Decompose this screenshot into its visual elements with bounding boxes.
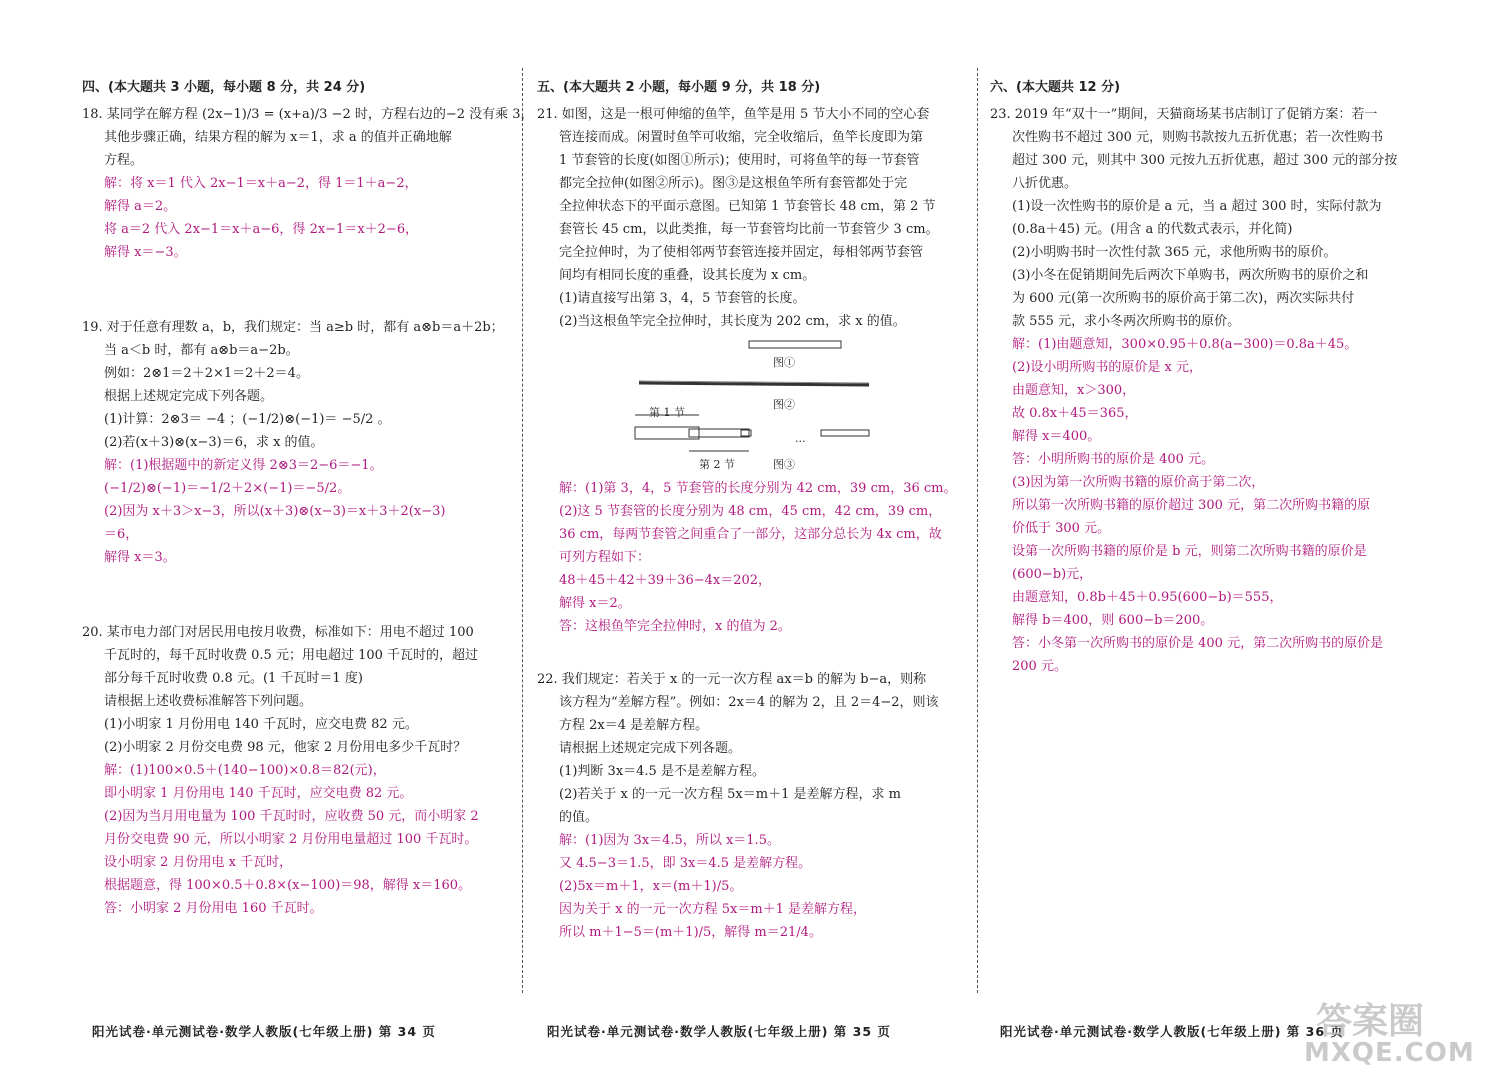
a19-line: (2)因为 x＋3＞x−3，所以(x＋3)⊗(x−3)＝x＋3＋2(x−3) [104, 504, 446, 519]
watermark-text: 答案圈 [1316, 1001, 1425, 1042]
column-divider-left [522, 68, 523, 993]
figure-2-caption: 图② [773, 398, 795, 411]
q22-line: (1)判断 3x＝4.5 是不是差解方程。 [559, 764, 765, 779]
question-23 [990, 103, 1422, 333]
q23-line: (3)小冬在促销期间先后两次下单购书，两次所购书的原价之和 [1012, 268, 1369, 283]
q23-line: 为 600 元(第一次所购书的原价高于第二次)，两次实际共付 [1012, 291, 1355, 306]
figure-3-caption: 图③ [773, 458, 795, 471]
a23-line: 答：小冬第一次所购书的原价是 400 元，第二次所购书的原价是 [1012, 636, 1384, 651]
a23-line: 价低于 300 元。 [1012, 521, 1111, 536]
a19-line: ＝6， [104, 527, 139, 542]
q22-line: 22. 我们规定：若关于 x 的一元一次方程 ax＝b 的解为 b−a，则称 [537, 672, 927, 687]
question-18 [82, 103, 534, 172]
q22-line: 方程 2x＝4 是差解方程。 [559, 718, 709, 733]
q21-line: (1)请直接写出第 3，4，5 节套管的长度。 [559, 291, 806, 306]
tube-1-label: 第 1 节 [649, 406, 685, 419]
a23-line: 解得 x＝400。 [1012, 429, 1101, 444]
fishing-rod-figure [559, 339, 967, 471]
a23-line: 答：小明所购书的原价是 400 元。 [1012, 452, 1215, 467]
q20-line: 20. 某市电力部门对居民用电按月收费，标准如下：用电不超过 100 [82, 625, 474, 640]
tube-2 [689, 429, 749, 437]
a23-line: 故 0.8x＋45＝365， [1012, 406, 1138, 421]
tube-2-label: 第 2 节 [699, 458, 735, 471]
answer-20 [82, 759, 510, 920]
a23-line: 设第一次所购书籍的原价是 b 元，则第二次所购书籍的原价是 [1012, 544, 1367, 559]
a22-line: 因为关于 x 的一元一次方程 5x＝m＋1 是差解方程， [559, 902, 867, 917]
q23-line: (1)设一次性购书的原价是 a 元，当 a 超过 300 时，实际付款为 [1012, 199, 1382, 214]
a21-line: (2)这 5 节套管的长度分别为 48 cm，45 cm，42 cm，39 cm， [559, 504, 942, 519]
a23-line: 解：(1)由题意知，300×0.95＋0.8(a−300)＝0.8a＋45。 [1012, 337, 1358, 352]
q21-line: 间均有相同长度的重叠，设其长度为 x cm。 [559, 268, 816, 283]
a23-line: 解得 b＝400，则 600−b＝200。 [1012, 613, 1214, 628]
q21-line: 1 节套管的长度(如图①所示)；使用时，可将鱼竿的每一节套管 [559, 153, 920, 168]
q19-line: 19. 对于任意有理数 a，b，我们规定：当 a≥b 时，都有 a⊗b＝a＋2b； [82, 320, 504, 335]
a18-line: 解得 a＝2。 [104, 199, 177, 214]
q19-line: 例如：2⊗1＝2＋2×1＝2＋2＝4。 [104, 366, 309, 381]
a22-line: 解：(1)因为 3x＝4.5，所以 x＝1.5。 [559, 833, 780, 848]
rod-collapsed [749, 341, 841, 348]
a20-line: 答：小明家 2 月份用电 160 千瓦时。 [104, 901, 323, 916]
figure-1-caption: 图① [773, 356, 795, 369]
answer-23 [990, 333, 1422, 678]
q18-line: 18. 某同学在解方程 (2x−1)/3 = (x+a)/3 −2 时，方程右边的−2 没有乘 3， [82, 107, 534, 122]
a23-line: 所以第一次所购书籍的原价超过 300 元，第二次所购书籍的原 [1012, 498, 1371, 513]
q18-line: 其他步骤正确，结果方程的解为 x＝1，求 a 的值并正确地解 [104, 130, 452, 145]
q23-line: 超过 300 元，则其中 300 元按九五折优惠，超过 300 元的部分按 [1012, 153, 1398, 168]
a23-line: (2)设小明所购书的原价是 x 元， [1012, 360, 1203, 375]
answer-21 [537, 477, 967, 638]
q23-line: (2)小明购书时一次性付款 365 元，求他所购书的原价。 [1012, 245, 1337, 260]
q23-line: 款 555 元，求小冬两次所购书的原价。 [1012, 314, 1241, 329]
q22-line: 的值。 [559, 810, 599, 825]
q20-line: (1)小明家 1 月份用电 140 千瓦时，应交电费 82 元。 [104, 717, 418, 732]
q20-line: 请根据上述收费标准解答下列问题。 [104, 694, 313, 709]
q19-line: 根据上述规定完成下列各题。 [104, 389, 274, 404]
page-34-column [82, 76, 534, 920]
q21-line: 都完全拉伸(如图②所示)。图③是这根鱼竿所有套管都处于完 [559, 176, 908, 191]
a23-line: 由题意知，x＞300， [1012, 383, 1136, 398]
ellipsis: ... [795, 432, 806, 445]
a23-line: (3)因为第一次所购书籍的原价高于第二次， [1012, 475, 1265, 490]
q20-line: (2)小明家 2 月份交电费 98 元，他家 2 月份用电多少千瓦时？ [104, 740, 467, 755]
question-22 [537, 668, 967, 829]
a20-line: 解：(1)100×0.5＋(140−100)×0.8＝82(元)， [104, 763, 386, 778]
q18-line: 方程。 [104, 153, 144, 168]
q21-line: 21. 如图，这是一根可伸缩的鱼竿，鱼竿是用 5 节大小不同的空心套 [537, 107, 930, 122]
q19-line: (1)计算：2⊗3＝ −4 ；(−1/2)⊗(−1)＝ −5/2 。 [104, 412, 391, 427]
question-21 [537, 103, 967, 333]
a23-line: (600−b)元， [1012, 567, 1093, 582]
a21-line: 解：(1)第 3，4，5 节套管的长度分别为 42 cm，39 cm，36 cm。 [559, 481, 957, 496]
a19-line: (−1/2)⊗(−1)＝−1/2＋2×(−1)＝−5/2。 [104, 481, 351, 496]
a18-line: 将 a＝2 代入 2x−1＝x＋a−6，得 2x−1＝x＋2−6， [104, 222, 419, 237]
q21-line: 管连接而成。闲置时鱼竿可收缩，完全收缩后，鱼竿长度即为第 [559, 130, 924, 145]
q21-line: 全拉伸状态下的平面示意图。已知第 1 节套管长 48 cm，第 2 节 [559, 199, 936, 214]
watermark-logo [1296, 1002, 1492, 1068]
section-4-title: 四、(本大题共 3 小题，每小题 8 分，共 24 分) [82, 80, 366, 95]
rod-extended [639, 383, 869, 385]
section-5-title: 五、(本大题共 2 小题，每小题 9 分，共 18 分) [537, 80, 821, 95]
a20-line: 即小明家 1 月份用电 140 千瓦时，应交电费 82 元。 [104, 786, 413, 801]
a23-line: 200 元。 [1012, 659, 1067, 674]
answer-19 [82, 454, 510, 569]
a22-line: 所以 m＋1−5＝(m＋1)/5，解得 m＝21/4。 [559, 925, 822, 940]
q19-line: 当 a＜b 时，都有 a⊗b＝a−2b。 [104, 343, 299, 358]
a20-line: 设小明家 2 月份用电 x 千瓦时， [104, 855, 293, 870]
section-6-title: 六、(本大题共 12 分) [990, 80, 1121, 95]
footer-page-36: 阳光试卷·单元测试卷·数学人教版(七年级上册) 第 36 页 [1000, 1024, 1344, 1039]
a22-line: (2)5x＝m＋1，x＝(m＋1)/5。 [559, 879, 743, 894]
watermark-url: MXQE.COM [1304, 1038, 1475, 1068]
a21-line: 36 cm，每两节套管之间重合了一部分，这部分总长为 4x cm，故 [559, 527, 942, 542]
page-35-column [537, 76, 967, 944]
a20-line: (2)因为当月用电量为 100 千瓦时时，应收费 50 元，而小明家 2 [104, 809, 479, 824]
a19-line: 解：(1)根据题中的新定义得 2⊗3＝2−6＝−1。 [104, 458, 383, 473]
a21-line: 解得 x＝2。 [559, 596, 631, 611]
q20-line: 千瓦时的，每千瓦时收费 0.5 元；用电超过 100 千瓦时的，超过 [104, 648, 479, 663]
q21-line: (2)当这根鱼竿完全拉伸时，其长度为 202 cm，求 x 的值。 [559, 314, 906, 329]
q22-line: (2)若关于 x 的一元一次方程 5x＝m＋1 是差解方程，求 m [559, 787, 901, 802]
column-divider-right [977, 68, 978, 993]
page-36-column [990, 76, 1422, 678]
question-20 [82, 621, 510, 759]
answer-18 [82, 172, 510, 264]
q23-line: 次性购书不超过 300 元，则购书款按九五折优惠；若一次性购书 [1012, 130, 1384, 145]
footer-page-35: 阳光试卷·单元测试卷·数学人教版(七年级上册) 第 35 页 [547, 1024, 891, 1039]
a20-line: 根据题意，得 100×0.5＋0.8×(x−100)＝98，解得 x＝160。 [104, 878, 472, 893]
q23-line: 23. 2019 年“双十一”期间，天猫商场某书店制订了促销方案：若一 [990, 107, 1378, 122]
a20-line: 月份交电费 90 元，所以小明家 2 月份用电量超过 100 千瓦时。 [104, 832, 478, 847]
question-19 [82, 316, 510, 454]
a21-line: 48＋45＋42＋39＋36−4x＝202， [559, 573, 772, 588]
footer-page-34: 阳光试卷·单元测试卷·数学人教版(七年级上册) 第 34 页 [92, 1024, 436, 1039]
q23-line: 八折优惠。 [1012, 176, 1078, 191]
a21-line: 答：这根鱼竿完全拉伸时，x 的值为 2。 [559, 619, 791, 634]
a18-line: 解：将 x＝1 代入 2x−1＝x＋a−2，得 1＝1＋a−2， [104, 176, 418, 191]
q22-line: 请根据上述规定完成下列各题。 [559, 741, 742, 756]
answer-22 [537, 829, 967, 944]
a22-line: 又 4.5−3＝1.5，即 3x＝4.5 是差解方程。 [559, 856, 812, 871]
q22-line: 该方程为“差解方程”。例如：2x＝4 的解为 2，且 2＝4−2，则该 [559, 695, 939, 710]
a23-line: 由题意知，0.8b＋45＋0.95(600−b)＝555， [1012, 590, 1283, 605]
tube-5 [821, 430, 869, 436]
a18-line: 解得 x＝−3。 [104, 245, 187, 260]
q21-line: 完全拉伸时，为了使相邻两节套管连接并固定，每相邻两节套管 [559, 245, 924, 260]
q23-line: (0.8a＋45) 元。(用含 a 的代数式表示，并化简) [1012, 222, 1293, 237]
q19-line: (2)若(x＋3)⊗(x−3)＝6，求 x 的值。 [104, 435, 324, 450]
a19-line: 解得 x＝3。 [104, 550, 176, 565]
q20-line: 部分每千瓦时收费 0.8 元。(1 千瓦时＝1 度) [104, 671, 363, 686]
q21-line: 套管长 45 cm，以此类推，每一节套管均比前一节套管少 3 cm。 [559, 222, 939, 237]
a21-line: 可列方程如下： [559, 550, 651, 565]
fishing-rod-diagram [559, 339, 959, 471]
